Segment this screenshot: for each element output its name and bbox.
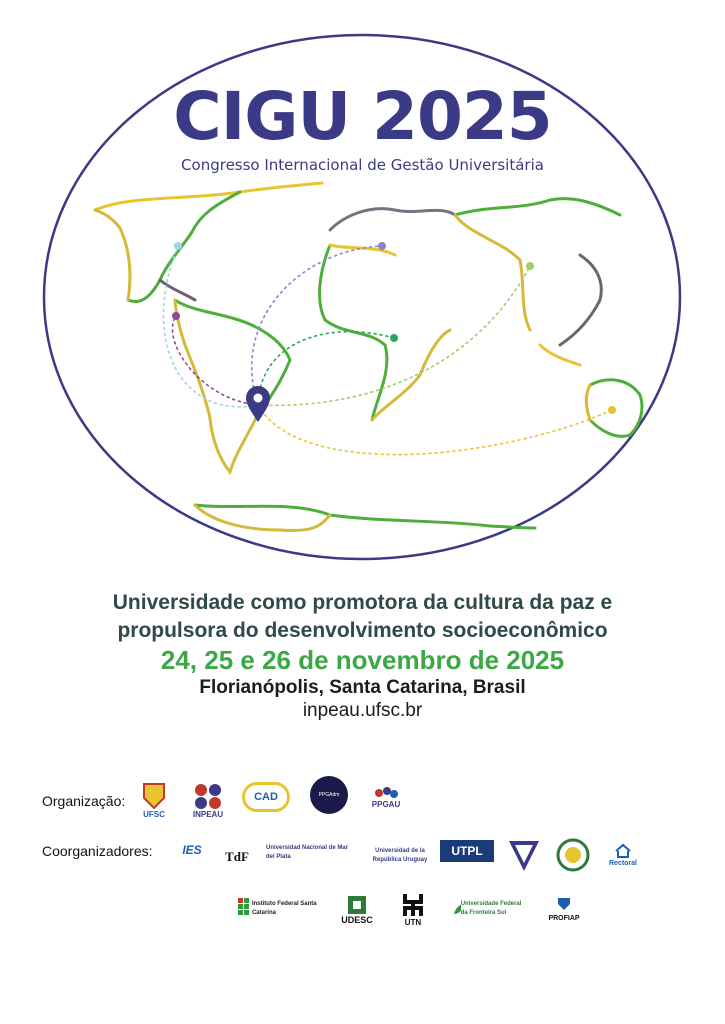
logo-udelar: Universidad de la República Uruguay [372, 848, 428, 863]
logo-ifsc: Instituto Federal Santa Catarina [238, 896, 322, 922]
theme-line-2: propulsora do desenvolvimento socioeconômico [117, 619, 608, 642]
ifsc-grid-icon [238, 898, 252, 920]
logo-round-seal [556, 838, 590, 872]
logo-mar-del-plata: Universidad Nacional de Mar del Plata [266, 845, 349, 860]
seal-icon [556, 838, 590, 872]
event-title: CIGU 2025 [173, 78, 552, 155]
theme-line-1: Universidade como promotora da cultura da paz e [112, 591, 613, 614]
logo-utn: UTN [398, 888, 428, 930]
continent-outlines [95, 183, 642, 530]
logo-ufsc: UFSC [134, 774, 174, 824]
rectoral-icon [614, 843, 632, 859]
logo-ppgau: PPGAU [366, 782, 406, 812]
ppgau-dots-icon [373, 786, 399, 800]
logo-cad: CAD [242, 782, 290, 812]
logo-tdf: TdF [225, 848, 249, 864]
connection-points [172, 242, 616, 414]
uffs-leaf-icon [452, 902, 461, 916]
logo-inpeau: INPEAU [186, 776, 230, 824]
logo-ies: IES [182, 842, 202, 857]
inpeau-hexagons-icon [191, 782, 225, 810]
logo-uffs: Universidade Federal da Fronteira Sul [452, 896, 528, 922]
logo-shield [504, 836, 544, 876]
event-dates: 24, 25 e 26 de novembro de 2025 [160, 645, 565, 675]
event-website-link[interactable]: inpeau.ufsc.br [302, 700, 423, 721]
logo-profiap: PROFIAP [544, 888, 584, 928]
logo-ppgadm: PPGAdm [310, 776, 348, 814]
logo-rectoral: Rectoral [600, 838, 646, 872]
ufsc-crest-icon [139, 780, 169, 810]
event-location: Florianópolis, Santa Catarina, Brasil [199, 677, 526, 698]
event-subtitle: Congresso Internacional de Gestão Universitária [181, 156, 544, 174]
udesc-icon [346, 894, 368, 916]
organizers-label: Organização: [42, 793, 126, 809]
logo-utpl: UTPL [440, 840, 494, 862]
coorganizers-label: Coorganizadores: [42, 843, 153, 859]
utn-icon [401, 892, 425, 918]
shield-icon [505, 837, 543, 875]
logo-udesc: UDESC [334, 890, 380, 928]
profiap-icon [554, 894, 574, 914]
